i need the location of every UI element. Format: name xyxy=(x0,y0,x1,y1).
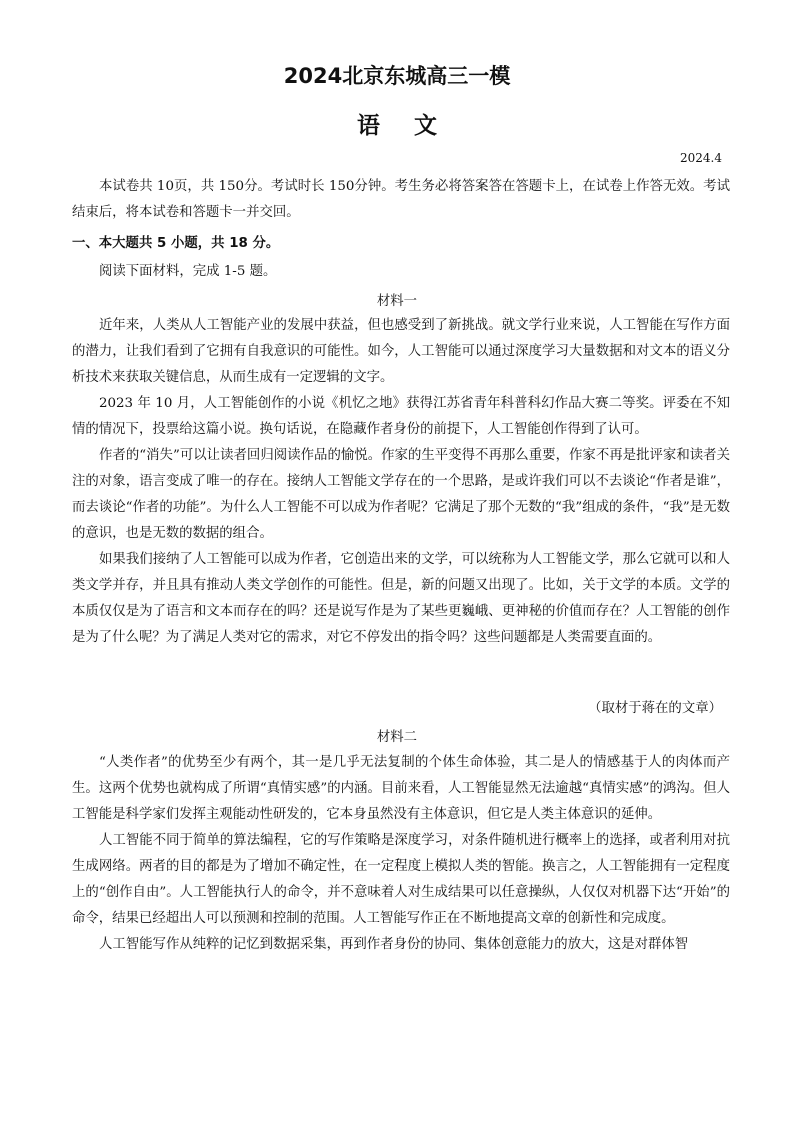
material-1-body xyxy=(72,313,730,651)
exam-date: 2024.4 xyxy=(680,151,722,165)
material-1-source: （取材于蒋在的文章） xyxy=(588,701,722,716)
material-2-body xyxy=(72,750,730,958)
exam-instructions xyxy=(72,174,730,226)
exam-title: 2024北京东城高三一模 xyxy=(283,64,511,88)
material-2-heading: 材料二 xyxy=(376,730,418,745)
material-1-paragraph: 近年来，人类从人工智能产业的发展中获益，但也感受到了新挑战。就文学行业来说，人工智能在写作方面的潜力，让我们看到了它拥有自我意识的可能性。如今，人工智能可以通过深度学习大量数据和对文本的语义分析技术来获取关键信息，从而生成有一定逻辑的文字。 xyxy=(72,318,730,385)
material-1-paragraph: 如果我们接纳了人工智能可以成为作者，它创造出来的文学，可以统称为人工智能文学，那么它就可以和人类文学并存，并且具有推动人类文学创作的可能性。但是，新的问题又出现了。比如，关于文学的本质。文学的本质仅仅是为了语言和文本而存在的吗？还是说写作是为了某些更巍峨、更神秘的价值而存在？人工智能的创作是为了什么呢？为了满足人类对它的需求，对它不停发出的指令吗？这些问题都是人类需要直面的。 xyxy=(72,552,730,645)
material-2-paragraph: 人工智能写作从纯粹的记忆到数据采集，再到作者身份的协同、集体创意能力的放大，这是对群体智 xyxy=(99,937,689,952)
material-1-heading: 材料一 xyxy=(376,294,418,309)
material-2-paragraph: 人工智能不同于简单的算法编程，它的写作策略是深度学习，对条件随机进行概率上的选择，或者利用对抗生成网络。两者的目的都是为了增加不确定性，在一定程度上模拟人类的智能。换言之，人工智能拥有一定程度上的“创作自由”。人工智能执行人的命令，并不意味着人对生成结果可以任意操纵，人仅仅对机器下达“开始”的命令，结果已经超出人可以预测和控制的范围。人工智能写作正在不断地提高文章的创新性和完成度。 xyxy=(72,833,730,926)
instructions-paragraph: 本试卷共 10页，共 150分。考试时长 150分钟。考生务必将答案答在答题卡上，在试卷上作答无效。考试结束后，将本试卷和答题卡一并交回。 xyxy=(72,179,730,220)
material-1-paragraph: 2023 年 10 月，人工智能创作的小说《机忆之地》获得江苏省青年科普科幻作品大赛二等奖。评委在不知情的情况下，投票给这篇小说。换句话说，在隐藏作者身份的前提下，人工智能创作得到了认可。 xyxy=(72,396,730,437)
material-1-paragraph: 作者的“消失”可以让读者回归阅读作品的愉悦。作家的生平变得不再那么重要，作家不再是批评家和读者关注的对象，语言变成了唯一的存在。接纳人工智能文学存在的一个思路，是或许我们可以不去谈论“作者是谁”，而去谈论“作者的功能”。为什么人工智能不可以成为作者呢？它满足了那个无数的“我”组成的条件，“我”是无数的意识，也是无数的数据的组合。 xyxy=(72,448,730,541)
section-heading: 一、本大题共 5 小题，共 18 分。 xyxy=(72,236,280,251)
reading-instruction: 阅读下面材料，完成 1-5 题。 xyxy=(99,264,277,279)
material-2-paragraph: “人类作者”的优势至少有两个，其一是几乎无法复制的个体生命体验，其二是人的情感基于人的肉体而产生。这两个优势也就构成了所谓“真情实感”的内涵。目前来看，人工智能显然无法逾越“真情实感”的鸿沟。但人工智能是科学家们发挥主观能动性研发的，它本身虽然没有主体意识，但它是人类主体意识的延伸。 xyxy=(72,755,730,822)
subject-title: 语文 xyxy=(357,113,471,139)
